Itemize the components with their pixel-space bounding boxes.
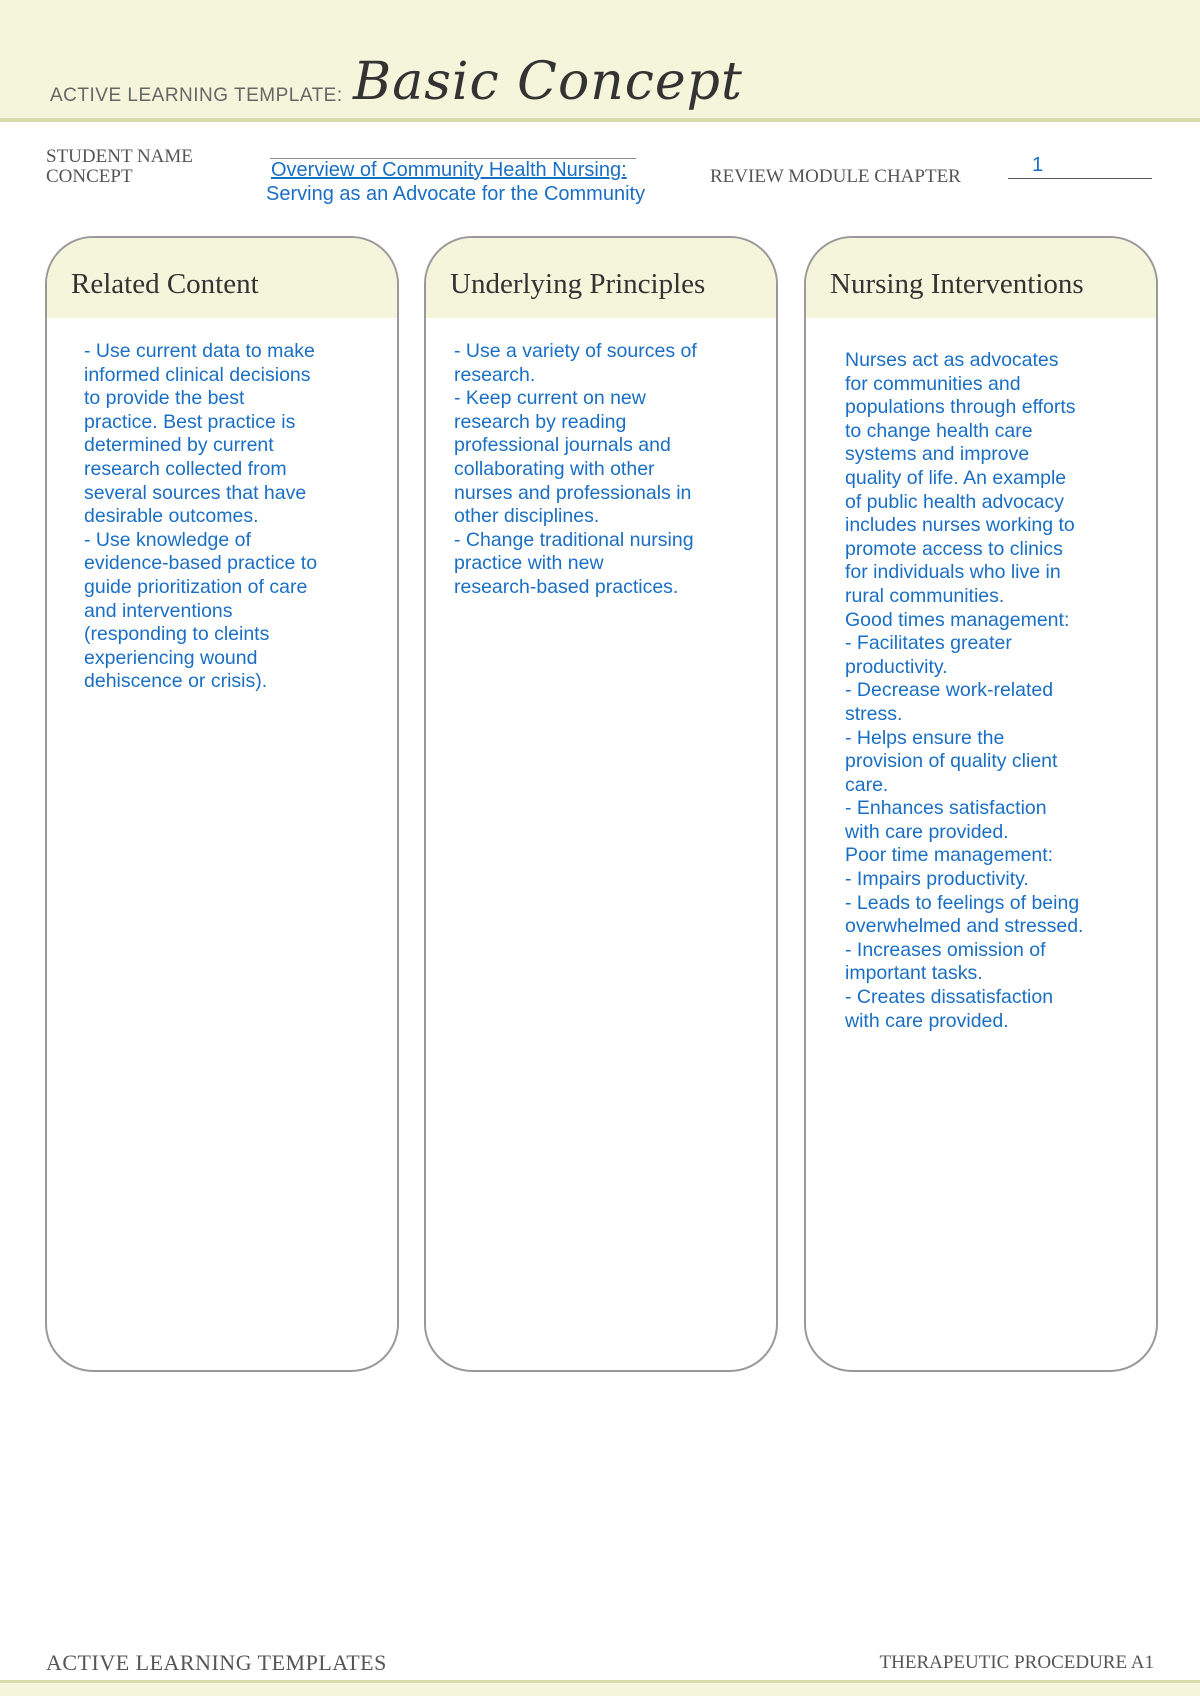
text-line: nurses and professionals in xyxy=(454,481,692,504)
underlying-principles-panel xyxy=(424,236,778,1372)
text-line: includes nurses working to xyxy=(845,514,1075,537)
nursing-interventions-panel xyxy=(804,236,1158,1372)
text-line: practice. Best practice is xyxy=(84,410,296,433)
text-line: Poor time management: xyxy=(845,844,1054,867)
related-content-body[interactable] xyxy=(84,340,397,694)
text-line: practice with new xyxy=(454,552,604,575)
text-line: with care provided. xyxy=(845,1009,1009,1032)
text-line: dehiscence or crisis). xyxy=(84,670,268,693)
text-line: with care provided. xyxy=(845,820,1009,843)
text-line: populations through efforts xyxy=(845,396,1076,419)
text-line: (responding to cleints xyxy=(84,623,270,646)
review-module-value[interactable]: 1 xyxy=(1032,154,1044,176)
related-content-panel xyxy=(45,236,399,1372)
nursing-interventions-title: Nursing Interventions xyxy=(806,238,1156,318)
text-line: - Creates dissatisfaction xyxy=(845,986,1054,1009)
text-line: for communities and xyxy=(845,372,1021,395)
text-line: systems and improve xyxy=(845,443,1030,466)
text-line: - Impairs productivity. xyxy=(845,868,1029,891)
nursing-interventions-body[interactable] xyxy=(845,349,1156,1033)
text-line: research by reading xyxy=(454,410,627,433)
text-line: provision of quality client xyxy=(845,750,1058,773)
underlying-principles-body[interactable] xyxy=(454,340,776,600)
text-line: overwhelmed and stressed. xyxy=(845,915,1084,938)
text-line: collaborating with other xyxy=(454,457,655,480)
footer-band xyxy=(0,1680,1200,1696)
text-line: other disciplines. xyxy=(454,505,600,528)
underlying-principles-title: Underlying Principles xyxy=(426,238,776,318)
text-line: important tasks. xyxy=(845,962,983,985)
concept-value-line2: Serving as an Advocate for the Community xyxy=(266,183,646,205)
text-line: - Decrease work-related xyxy=(845,679,1054,702)
footer-left: ACTIVE LEARNING TEMPLATES xyxy=(46,1650,387,1675)
text-line: professional journals and xyxy=(454,434,671,457)
text-line: quality of life. An example xyxy=(845,466,1067,489)
student-name-label: STUDENT NAME xyxy=(46,146,193,167)
text-line: - Use a variety of sources of xyxy=(454,340,697,362)
text-line: experiencing wound xyxy=(84,646,258,669)
text-line: - Use current data to make xyxy=(84,340,315,362)
text-line: research. xyxy=(454,363,536,386)
text-line: to change health care xyxy=(845,419,1033,442)
review-module-label: REVIEW MODULE CHAPTER xyxy=(710,166,961,187)
text-line: research collected from xyxy=(84,457,287,480)
text-line: of public health advocacy xyxy=(845,490,1064,513)
text-line: informed clinical decisions xyxy=(84,363,311,386)
text-line: determined by current xyxy=(84,434,274,457)
text-line: care. xyxy=(845,773,889,796)
review-module-field-line xyxy=(1008,178,1152,179)
text-line: - Keep current on new xyxy=(454,387,646,410)
template-title: Basic Concept xyxy=(353,52,743,112)
text-line: evidence-based practice to xyxy=(84,552,318,575)
text-line: productivity. xyxy=(845,655,948,678)
text-line: stress. xyxy=(845,702,903,725)
text-line: and interventions xyxy=(84,599,233,622)
text-line: Nurses act as advocates xyxy=(845,349,1059,371)
text-line: for individuals who live in xyxy=(845,561,1061,584)
concept-label: CONCEPT xyxy=(46,166,133,187)
template-label: ACTIVE LEARNING TEMPLATE: xyxy=(50,85,343,106)
footer-right: THERAPEUTIC PROCEDURE A1 xyxy=(879,1652,1154,1673)
text-line: research-based practices. xyxy=(454,575,679,598)
text-line: - Increases omission of xyxy=(845,938,1046,961)
text-line: - Enhances satisfaction xyxy=(845,797,1047,820)
text-line: - Change traditional nursing xyxy=(454,528,694,551)
related-content-title: Related Content xyxy=(47,238,397,318)
concept-value-line1: Overview of Community Health Nursing: xyxy=(271,159,627,181)
text-line: - Use knowledge of xyxy=(84,528,251,551)
text-line: - Helps ensure the xyxy=(845,726,1005,749)
text-line: several sources that have xyxy=(84,481,307,504)
text-line: desirable outcomes. xyxy=(84,505,259,528)
text-line: rural communities. xyxy=(845,584,1005,607)
text-line: to provide the best xyxy=(84,387,245,410)
text-line: - Facilitates greater xyxy=(845,632,1012,655)
text-line: guide prioritization of care xyxy=(84,575,308,598)
concept-field[interactable] xyxy=(266,158,645,206)
text-line: - Leads to feelings of being xyxy=(845,891,1080,914)
text-line: Good times management: xyxy=(845,608,1070,631)
text-line: promote access to clinics xyxy=(845,537,1063,560)
